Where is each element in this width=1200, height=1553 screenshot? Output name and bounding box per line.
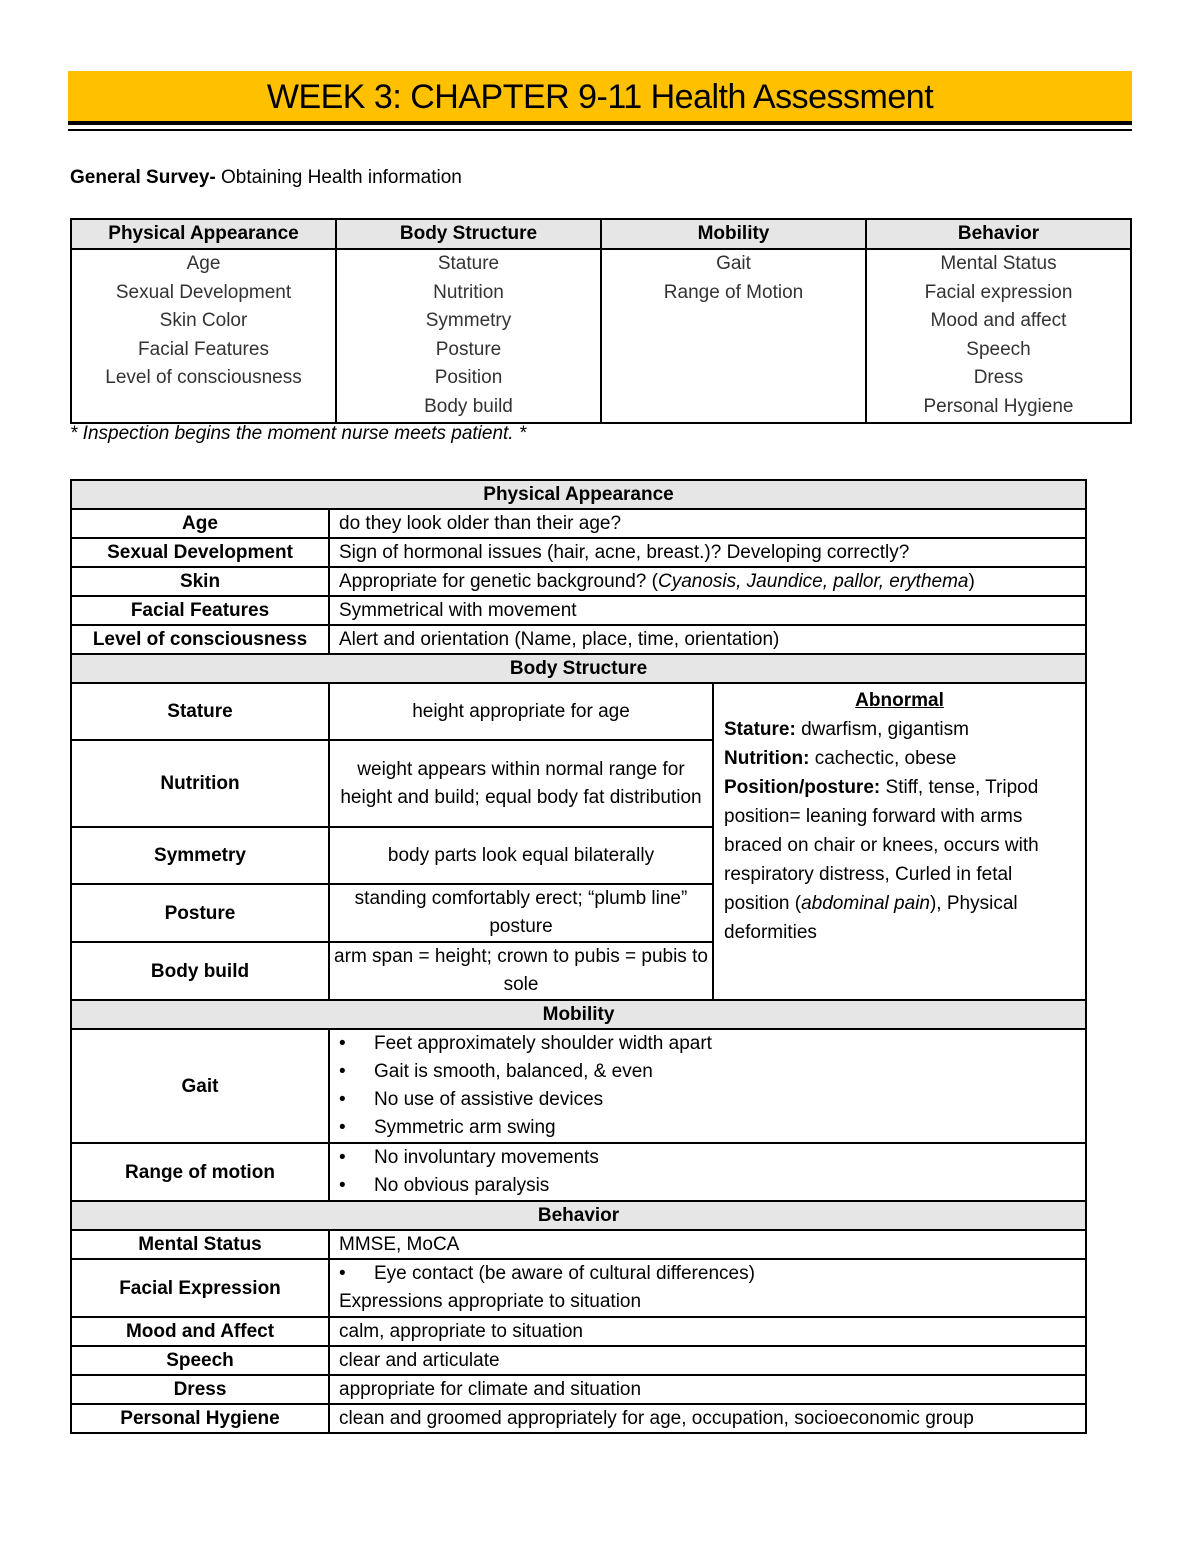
- overview-body-row: [71, 249, 1131, 423]
- value-text: Appropriate for genetic background? (: [339, 571, 658, 592]
- row-label: Personal Hygiene: [71, 1404, 329, 1433]
- row-label: Dress: [71, 1375, 329, 1404]
- row-value: [329, 567, 1086, 596]
- value-text: ): [968, 571, 975, 592]
- table-row: [71, 1375, 1086, 1404]
- overview-table: [70, 218, 1132, 424]
- abnormal-label: Stature:: [724, 719, 796, 740]
- row-value: [329, 1029, 1086, 1143]
- table-row: [71, 538, 1086, 567]
- abnormal-nutrition: [724, 744, 1075, 773]
- list-item: • Feet approximately shoulder width apart: [339, 1030, 1085, 1058]
- table-row: [71, 1230, 1086, 1259]
- table-row: [71, 1029, 1086, 1143]
- row-label: Mental Status: [71, 1230, 329, 1259]
- list-item: Level of consciousness: [105, 367, 302, 388]
- row-label: Gait: [71, 1029, 329, 1143]
- value-text: Expressions appropriate to situation: [339, 1291, 642, 1312]
- list-item: • No involuntary movements: [339, 1144, 1085, 1172]
- inspection-note: * Inspection begins the moment nurse meets patient. *: [70, 423, 527, 444]
- list-item: Gait: [716, 253, 751, 274]
- row-label: Mood and Affect: [71, 1317, 329, 1346]
- list-item: Personal Hygiene: [923, 395, 1074, 417]
- list-item: Speech: [966, 338, 1031, 360]
- list-item: Mood and affect: [930, 310, 1067, 331]
- row-value: appropriate for climate and situation: [329, 1375, 1086, 1404]
- value-italic: Cyanosis, Jaundice, pallor, erythema: [657, 571, 969, 592]
- row-value: do they look older than their age?: [329, 509, 1086, 538]
- overview-col-mobility: [601, 249, 866, 423]
- overview-header: Body Structure: [336, 219, 601, 249]
- list-item: Nutrition: [433, 281, 504, 303]
- list-item: Sexual Development: [115, 281, 292, 303]
- list-item: Stature: [437, 253, 500, 274]
- row-label: Nutrition: [71, 740, 329, 827]
- row-value: standing comfortably erect; “plumb line” posture: [329, 884, 713, 942]
- overview-header: Physical Appearance: [71, 219, 336, 249]
- row-label: Facial Expression: [71, 1259, 329, 1317]
- row-value: MMSE, MoCA: [329, 1230, 1086, 1259]
- list-item: • Symmetric arm swing: [339, 1114, 1085, 1142]
- list-item: Dress: [973, 367, 1024, 388]
- survey-label: General Survey-: [70, 167, 216, 188]
- row-label: Level of consciousness: [71, 625, 329, 654]
- table-row: [71, 1346, 1086, 1375]
- list-item: • Eye contact (be aware of cultural differences): [339, 1260, 1085, 1288]
- table-row: [71, 1259, 1086, 1317]
- row-value: height appropriate for age: [329, 683, 713, 740]
- row-value: body parts look equal bilaterally: [329, 827, 713, 884]
- row-value: [329, 1259, 1086, 1317]
- row-value: [329, 1143, 1086, 1201]
- title-banner: [68, 71, 1132, 121]
- row-value: calm, appropriate to situation: [329, 1317, 1086, 1346]
- row-value: Sign of hormonal issues (hair, acne, breast.)? Developing correctly?: [329, 538, 1086, 567]
- abnormal-label: Position/posture:: [724, 777, 881, 798]
- list-item: Range of Motion: [663, 281, 804, 303]
- row-value: Alert and orientation (Name, place, time, orientation): [329, 625, 1086, 654]
- overview-col-body: [336, 249, 601, 423]
- list-item: Age: [186, 253, 221, 274]
- row-value: clear and articulate: [329, 1346, 1086, 1375]
- row-label: Sexual Development: [71, 538, 329, 567]
- abnormal-text: ), Physical deformities: [724, 893, 1018, 943]
- table-row: [71, 596, 1086, 625]
- list-item: Skin Color: [159, 310, 248, 331]
- section-header: Body Structure: [71, 654, 1086, 683]
- overview-header: Mobility: [601, 219, 866, 249]
- list-item: Mental Status: [940, 253, 1057, 274]
- gait-list: [339, 1030, 1085, 1142]
- table-row: [71, 567, 1086, 596]
- facial-list: [339, 1260, 1085, 1288]
- row-label: Range of motion: [71, 1143, 329, 1201]
- row-label: Symmetry: [71, 827, 329, 884]
- table-row: [71, 683, 1086, 740]
- abnormal-italic: abdominal pain: [801, 893, 930, 914]
- detail-table: [70, 479, 1087, 1434]
- abnormal-label: Nutrition:: [724, 748, 810, 769]
- table-row: [71, 1404, 1086, 1433]
- row-value: Symmetrical with movement: [329, 596, 1086, 625]
- row-label: Posture: [71, 884, 329, 942]
- list-item: Facial expression: [924, 281, 1073, 303]
- abnormal-position: [724, 773, 1075, 947]
- survey-text: Obtaining Health information: [221, 167, 462, 188]
- row-value: arm span = height; crown to pubis = pubis to sole: [329, 942, 713, 1000]
- overview-header-row: [71, 219, 1131, 249]
- row-label: Stature: [71, 683, 329, 740]
- title-underline-thin: [68, 129, 1132, 131]
- table-row: [71, 625, 1086, 654]
- abnormal-stature: [724, 715, 1075, 744]
- general-survey-line: [70, 167, 462, 189]
- table-row: [71, 509, 1086, 538]
- row-value: clean and groomed appropriately for age, occupation, socioeconomic group: [329, 1404, 1086, 1433]
- row-label: Facial Features: [71, 596, 329, 625]
- abnormal-text: cachectic, obese: [814, 748, 957, 769]
- list-item: • No use of assistive devices: [339, 1086, 1085, 1114]
- title-underline-thick: [68, 121, 1132, 125]
- page-title: WEEK 3: CHAPTER 9-11 Health Assessment: [266, 78, 934, 116]
- table-row: [71, 1317, 1086, 1346]
- row-label: Body build: [71, 942, 329, 1000]
- row-label: Age: [71, 509, 329, 538]
- abnormal-text: dwarfism, gigantism: [801, 719, 969, 740]
- list-item: Body build: [424, 395, 513, 417]
- list-item: Facial Features: [138, 338, 269, 360]
- abnormal-text: Stiff, tense, Tripod position= leaning forward with arms braced on chair or knees, occurs with respiratory distress, Curled in fetal position (: [724, 777, 1039, 914]
- overview-col-physical: [71, 249, 336, 423]
- row-label: Skin: [71, 567, 329, 596]
- abnormal-heading: Abnormal: [855, 690, 944, 711]
- list-item: Symmetry: [425, 310, 512, 331]
- list-item: • No obvious paralysis: [339, 1172, 1085, 1200]
- row-label: Speech: [71, 1346, 329, 1375]
- list-item: Posture: [435, 338, 502, 360]
- row-value: weight appears within normal range for height and build; equal body fat distribution: [329, 740, 713, 827]
- overview-col-behavior: [866, 249, 1131, 423]
- overview-header: Behavior: [866, 219, 1131, 249]
- section-header: Physical Appearance: [71, 480, 1086, 509]
- section-header: Mobility: [71, 1000, 1086, 1029]
- list-item: Position: [434, 367, 503, 388]
- table-row: [71, 1143, 1086, 1201]
- list-item: • Gait is smooth, balanced, & even: [339, 1058, 1085, 1086]
- rom-list: [339, 1144, 1085, 1200]
- abnormal-findings: [713, 683, 1086, 1000]
- section-header: Behavior: [71, 1201, 1086, 1230]
